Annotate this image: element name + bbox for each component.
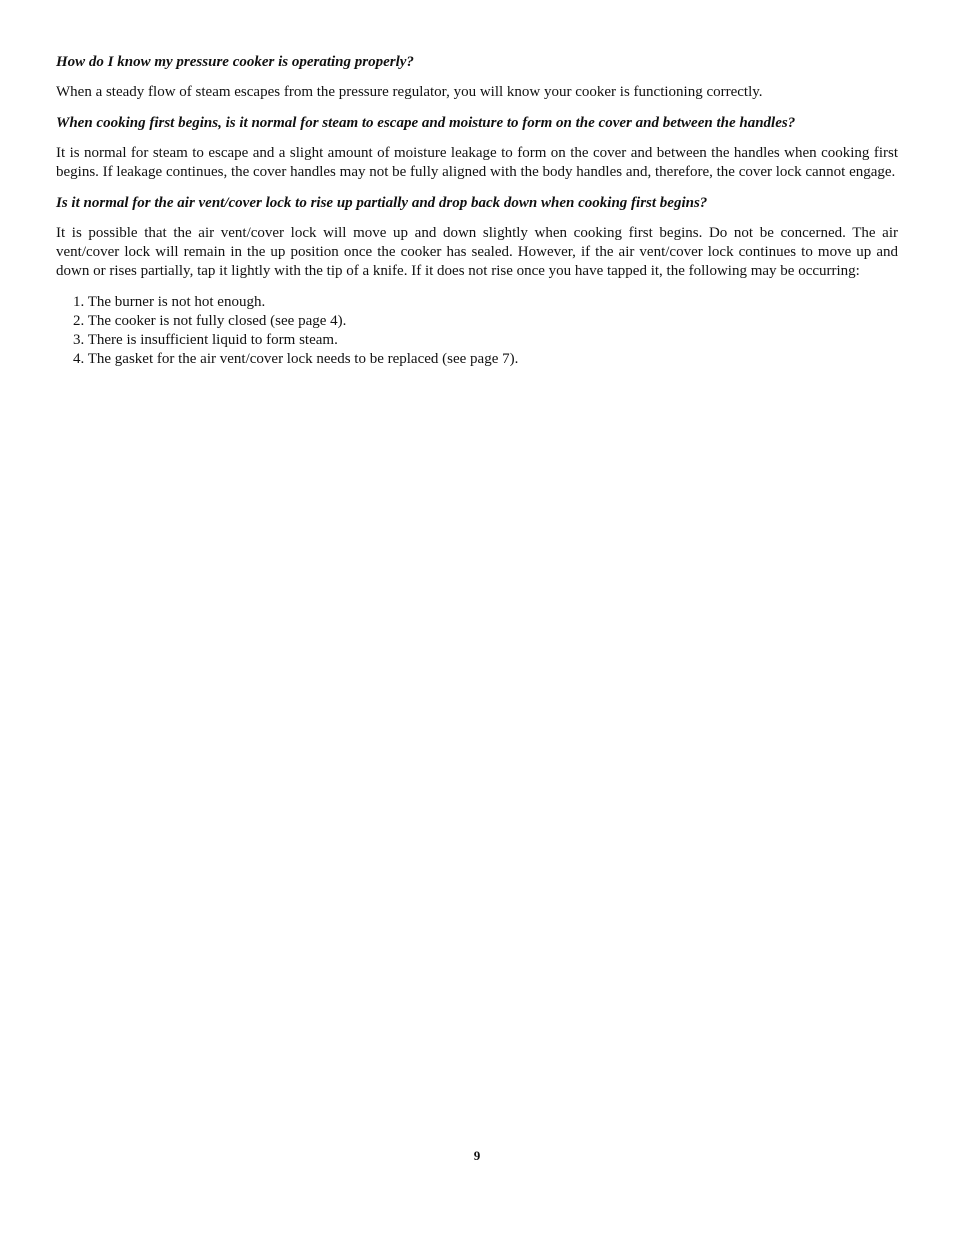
list-item: 3. There is insufficient liquid to form steam. [73, 332, 338, 348]
faq-answer-3: It is possible that the air vent/cover lock will move up and down slightly when cooking first begins. Do not be concerned. The air vent/cover lock will remain in the up position once the cooker has sealed. However, if the air vent/cover lock continues to move up and down or rises partially, tap it lightly with the tip of a knife. If it does not rise once you have tapped it, the following may be occurring: [56, 225, 898, 279]
list-item: 2. The cooker is not fully closed (see page 4). [73, 313, 347, 329]
faq-question-1: How do I know my pressure cooker is operating properly? [56, 54, 414, 70]
list-item: 1. The burner is not hot enough. [73, 294, 266, 310]
page-number: 9 [473, 1148, 481, 1163]
page-content [56, 53, 898, 369]
faq-answer-2: It is normal for steam to escape and a slight amount of moisture leakage to form on the cover and between the handles when cooking first begins. If leakage continues, the cover handles may not be fully aligned with the body handles and, therefore, the cover lock cannot engage. [56, 145, 898, 180]
faq-question-2: When cooking first begins, is it normal for steam to escape and moisture to form on the cover and between the handles? [56, 115, 796, 131]
faq-answer-1: When a steady flow of steam escapes from the pressure regulator, you will know your cooker is functioning correctly. [56, 84, 763, 100]
list-item: 4. The gasket for the air vent/cover lock needs to be replaced (see page 7). [73, 351, 519, 367]
causes-list [56, 293, 898, 369]
faq-question-3: Is it normal for the air vent/cover lock to rise up partially and drop back down when cooking first begins? [56, 195, 708, 211]
